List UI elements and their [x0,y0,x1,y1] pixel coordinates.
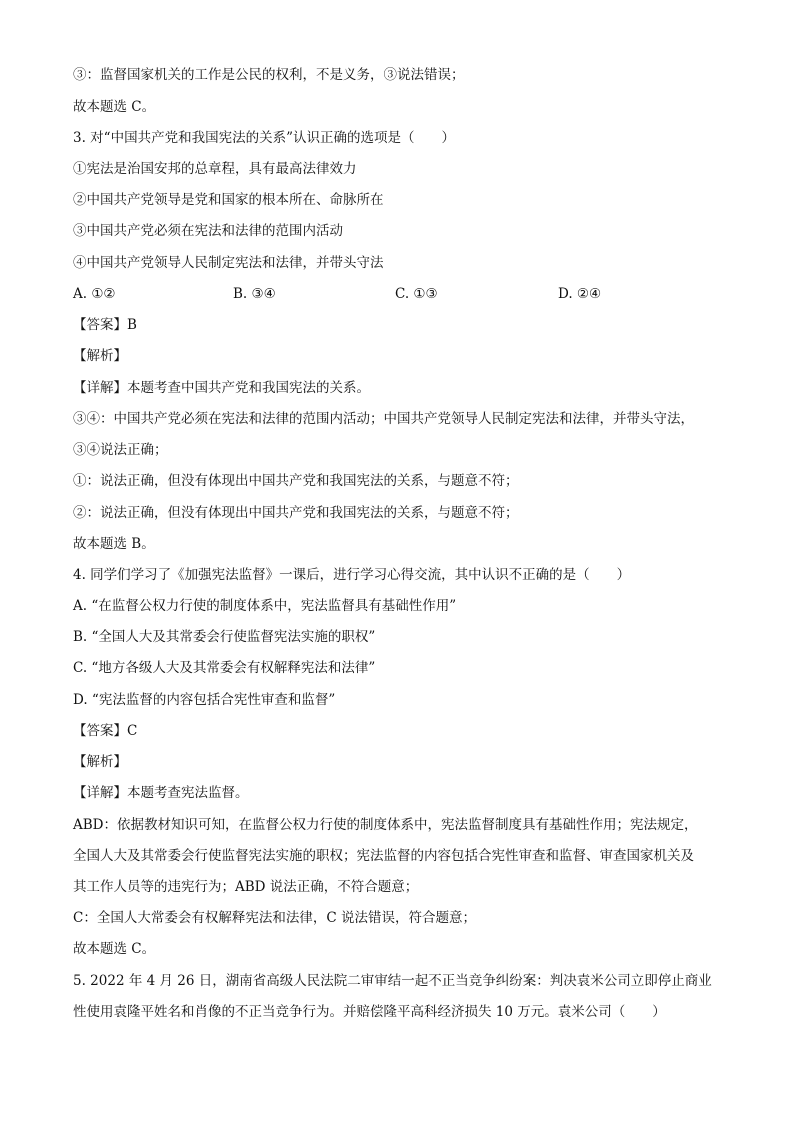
question-5-stem: 性使用袁隆平姓名和肖像的不正当竞争行为。并赔偿隆平高科经济损失 10 万元。袁米公司（ ） [73,1004,666,1020]
statement-1: ①宪法是治国安邦的总章程，具有最高法律效力 [73,161,357,177]
text-line: ①：说法正确，但没有体现出中国共产党和我国宪法的关系，与题意不符； [73,473,519,489]
text-line: C：全国人大常委会有权解释宪法和法律，C 说法错误，符合题意； [73,910,476,926]
detail-line: 【详解】本题考查中国共产党和我国宪法的关系。 [73,380,370,396]
question-4-option-d: D. “宪法监督的内容包括合宪性审查和监督” [73,692,336,708]
analysis-label: 【解析】 [73,348,127,364]
statement-2: ②中国共产党领导是党和国家的根本所在、命脉所在 [73,192,384,208]
text-line: 故本题选 B。 [73,536,155,552]
answer-label: 【答案】B [73,317,137,333]
text-line: 全国人大及其常委会行使监督宪法实施的职权；宪法监督的内容包括合宪性审查和监督、审查国家机关及 [73,848,694,864]
question-4-option-a: A. “在监督公权力行使的制度体系中，宪法监督具有基础性作用” [73,598,457,614]
question-4-option-b: B. “全国人大及其常委会行使监督宪法实施的职权” [73,629,376,645]
text-line: ②：说法正确，但没有体现出中国共产党和我国宪法的关系，与题意不符； [73,505,519,521]
text-line: ③④说法正确； [73,442,168,458]
question-5-stem: 5. 2022 年 4 月 26 日，湖南省高级人民法院二审审结一起不正当竞争纠纷案：判决袁米公司立即停止商业 [73,973,712,989]
statement-4: ④中国共产党领导人民制定宪法和法律，并带头守法 [73,255,384,271]
option-d: D. ②④ [558,286,602,302]
text-line: ABD：依据教材知识可知，在监督公权力行使的制度体系中，宪法监督制度具有基础性作用；宪法规定， [73,817,698,833]
option-b: B. ③④ [233,286,276,302]
answer-label: 【答案】C [73,723,138,739]
statement-3: ③中国共产党必须在宪法和法律的范围内活动 [73,223,343,239]
text-line: ③④：中国共产党必须在宪法和法律的范围内活动；中国共产党领导人民制定宪法和法律，并带头守法， [73,411,694,427]
text-line: 其工作人员等的违宪行为；ABD 说法正确，不符合题意； [73,879,419,895]
detail-line: 【详解】本题考查宪法监督。 [73,785,249,801]
question-4-stem: 4. 同学们学习了《加强宪法监督》一课后，进行学习心得交流，其中认识不正确的是（ ） [73,567,631,583]
question-4-option-c: C. “地方各级人大及其常委会有权解释宪法和法律” [73,660,376,676]
option-a: A. ①② [73,286,116,302]
text-line: 故本题选 C。 [73,99,156,115]
analysis-label: 【解析】 [73,754,127,770]
option-c: C. ①③ [395,286,438,302]
text-line: ③：监督国家机关的工作是公民的权利，不是义务，③说法错误； [73,67,465,83]
question-3-stem: 3. 对“中国共产党和我国宪法的关系”认识正确的选项是（ ） [73,130,455,146]
text-line: 故本题选 C。 [73,941,156,957]
